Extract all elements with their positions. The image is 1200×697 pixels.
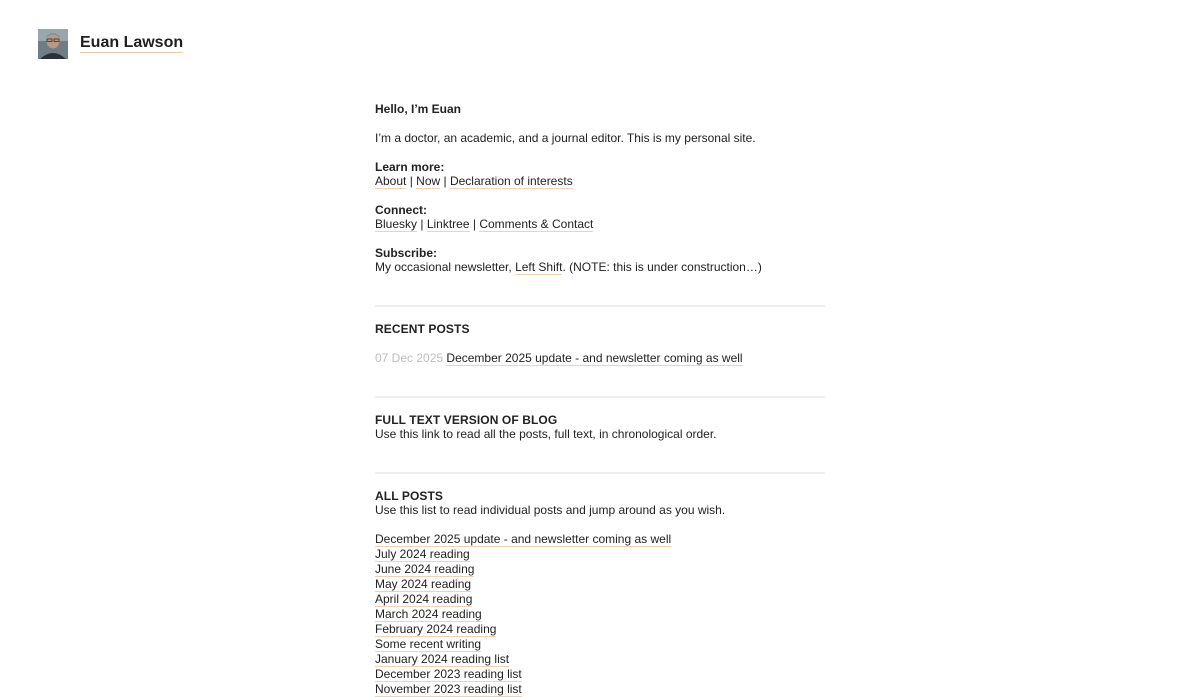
subscribe-text-after: . (NOTE: this is under construction…) (562, 260, 762, 274)
connect-label: Connect: (375, 203, 427, 217)
post-link[interactable]: December 2025 update - and newsletter coming as well (375, 532, 672, 546)
post-link[interactable]: March 2024 reading (375, 607, 482, 621)
declaration-of-interests-link[interactable]: Declaration of interests (449, 174, 573, 188)
tagline: I’m a doctor, an academic, and a journal editor. This is my personal site. (375, 131, 756, 145)
post-link[interactable]: May 2024 reading (375, 577, 472, 591)
about-link[interactable]: About (375, 174, 407, 188)
post-link[interactable]: Some recent writing (375, 637, 482, 651)
subscribe-label: Subscribe: (375, 246, 438, 260)
full-text-heading: FULL TEXT VERSION OF BLOG (375, 413, 558, 427)
list-item (375, 637, 825, 652)
site-title-link[interactable]: Euan Lawson (80, 34, 184, 51)
recent-posts-heading: RECENT POSTS (375, 322, 470, 336)
separator: | (440, 174, 450, 188)
all-posts-description: Use this list to read individual posts and jump around as you wish. (375, 503, 726, 517)
divider (375, 305, 825, 307)
linktree-link[interactable]: Linktree (426, 217, 470, 231)
main-content (375, 100, 825, 697)
list-item (375, 562, 825, 577)
subscribe-text (375, 260, 825, 274)
learn-more-links (375, 174, 825, 188)
avatar-photo (38, 29, 68, 59)
list-item (375, 592, 825, 607)
separator: | (417, 217, 427, 231)
post-date: 07 Dec 2025 (375, 351, 444, 365)
connect-links (375, 217, 825, 231)
recent-post-link[interactable]: December 2025 update - and newsletter coming as well (446, 351, 743, 365)
post-link[interactable]: June 2024 reading (375, 562, 475, 576)
list-item (375, 607, 825, 622)
divider (375, 396, 825, 398)
list-item (375, 622, 825, 637)
post-link[interactable]: July 2024 reading (375, 547, 470, 561)
list-item (375, 577, 825, 592)
recent-post-item (375, 351, 825, 365)
now-link[interactable]: Now (416, 174, 441, 188)
all-posts-list (375, 532, 825, 697)
full-text-description: Use this link to read all the posts, full text, in chronological order. (375, 427, 717, 441)
greeting: Hello, I’m Euan (375, 102, 462, 116)
divider (375, 472, 825, 474)
post-link[interactable]: December 2023 reading list (375, 667, 522, 681)
post-link[interactable]: January 2024 reading list (375, 652, 510, 666)
learn-more-label: Learn more: (375, 160, 445, 174)
left-shift-link[interactable]: Left Shift (515, 260, 563, 274)
post-link[interactable]: November 2023 reading list (375, 682, 522, 696)
site-header (38, 28, 183, 59)
list-item (375, 682, 825, 697)
list-item (375, 547, 825, 562)
separator: | (469, 217, 480, 231)
comments-contact-link[interactable]: Comments & Contact (479, 217, 594, 231)
subscribe-text-before: My occasional newsletter, (375, 260, 512, 274)
list-item (375, 652, 825, 667)
post-link[interactable]: February 2024 reading (375, 622, 497, 636)
bluesky-link[interactable]: Bluesky (375, 217, 418, 231)
list-item (375, 532, 825, 547)
avatar[interactable] (38, 29, 68, 59)
separator: | (406, 174, 417, 188)
all-posts-heading: ALL POSTS (375, 489, 444, 503)
post-link[interactable]: April 2024 reading (375, 592, 473, 606)
